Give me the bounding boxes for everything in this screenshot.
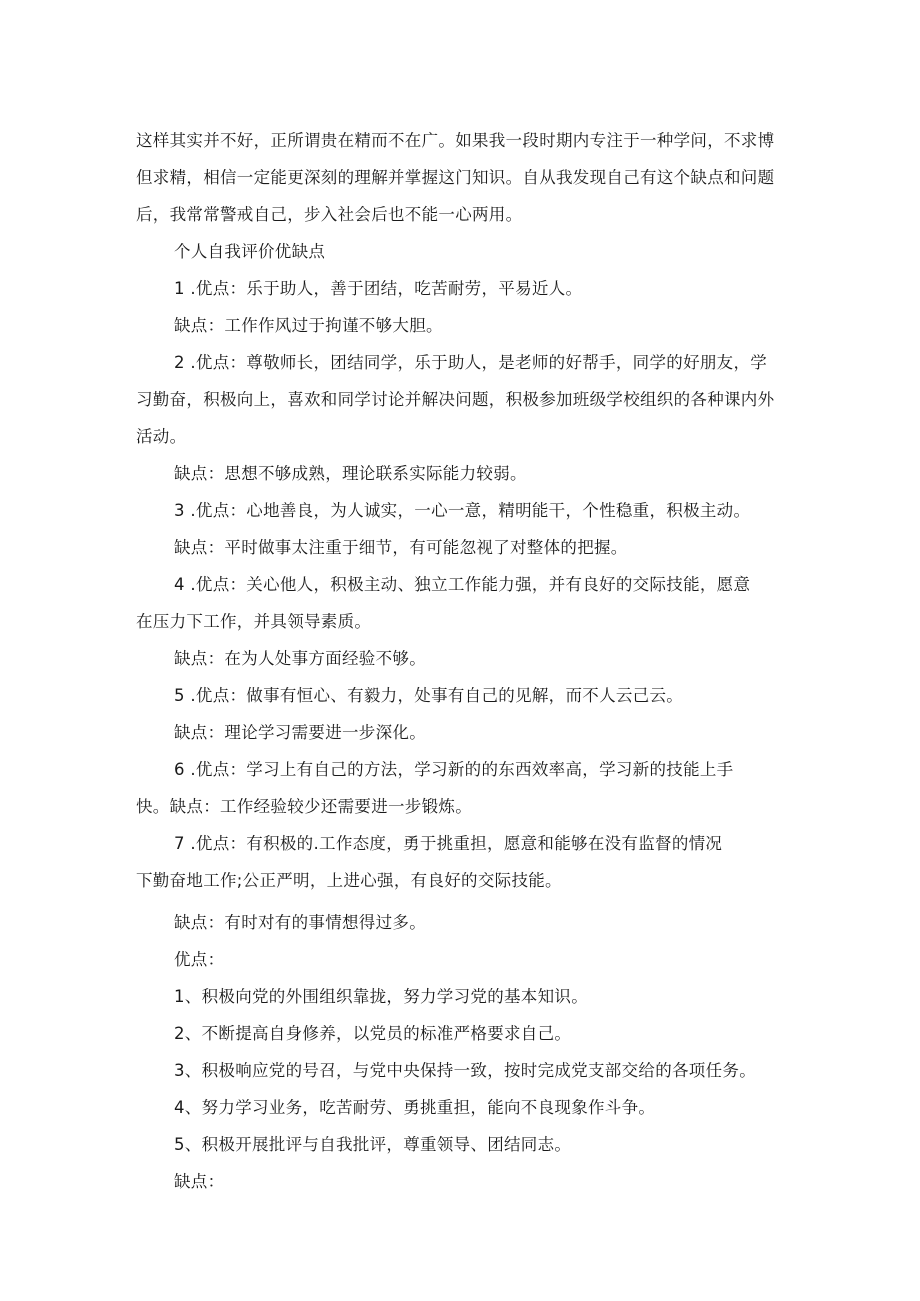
item-2-pro-line-3: 活动。 [136,427,187,446]
item-6-pro-line-2: 快。缺点：工作经验较少还需要进一步锻炼。 [136,797,472,816]
item-1-con: 缺点：工作作风过于拘谨不够大胆。 [174,316,443,335]
item-4-con: 缺点：在为人处事方面经验不够。 [174,649,426,668]
pros-item-4: 4、努力学习业务，吃苦耐劳、勇挑重担，能向不良现象作斗争。 [174,1098,656,1117]
section-heading: 个人自我评价优缺点 [174,242,326,261]
item-6-pro-line-1: 6 .优点：学习上有自己的方法，学习新的的东西效率高，学习新的技能上手 [174,760,734,779]
item-4-pro [136,566,786,640]
item-2-con: 缺点：思想不够成熟，理论联系实际能力较弱。 [174,464,527,483]
pros-item-2: 2、不断提高自身修养，以党员的标准严格要求自己。 [174,1024,572,1043]
intro-line-1: 这样其实并不好，正所谓贵在精而不在广。如果我一段时期内专注于一种学问，不求博 [136,131,775,150]
pros-item-3: 3、积极响应党的号召，与党中央保持一致，按时完成党支部交给的各项任务。 [174,1061,756,1080]
item-7-pro [136,825,786,899]
pros-heading: 优点： [174,950,225,969]
cons-heading: 缺点： [174,1172,225,1191]
item-5-con: 缺点：理论学习需要进一步深化。 [174,723,426,742]
intro-paragraph [136,122,786,233]
item-2-pro-line-2: 习勤奋，积极向上，喜欢和同学讨论并解决问题，积极参加班级学校组织的各种课内外 [136,390,775,409]
item-5-pro: 5 .优点：做事有恒心、有毅力，处事有自己的见解，而不人云己云。 [174,686,684,705]
item-2-pro-line-1: 2 .优点：尊敬师长，团结同学，乐于助人，是老师的好帮手，同学的好朋友，学 [174,353,768,372]
item-2-pro [136,344,786,455]
item-3-pro: 3 .优点：心地善良，为人诚实，一心一意，精明能干，个性稳重，积极主动。 [174,501,751,520]
pros-item-1: 1、积极向党的外围组织靠拢，努力学习党的基本知识。 [174,987,588,1006]
pros-item-5: 5、积极开展批评与自我批评，尊重领导、团结同志。 [174,1135,572,1154]
item-6-pro [136,751,786,825]
item-1-pro: 1 .优点：乐于助人，善于团结，吃苦耐劳，平易近人。 [174,279,583,298]
intro-line-3: 后，我常常警戒自己，步入社会后也不能一心两用。 [136,205,523,224]
item-7-pro-line-1: 7 .优点：有积极的.工作态度，勇于挑重担，愿意和能够在没有监督的情况 [174,834,723,853]
item-4-pro-line-2: 在压力下工作，并具领导素质。 [136,612,372,631]
item-7-pro-line-2: 下勤奋地工作;公正严明，上进心强，有良好的交际技能。 [136,871,562,890]
item-3-con: 缺点：平时做事太注重于细节，有可能忽视了对整体的把握。 [174,538,628,557]
intro-line-2: 但求精，相信一定能更深刻的理解并掌握这门知识。自从我发现自己有这个缺点和问题 [136,168,775,187]
item-7-con: 缺点：有时对有的事情想得过多。 [174,913,426,932]
item-4-pro-line-1: 4 .优点：关心他人，积极主动、独立工作能力强，并有良好的交际技能，愿意 [174,575,751,594]
